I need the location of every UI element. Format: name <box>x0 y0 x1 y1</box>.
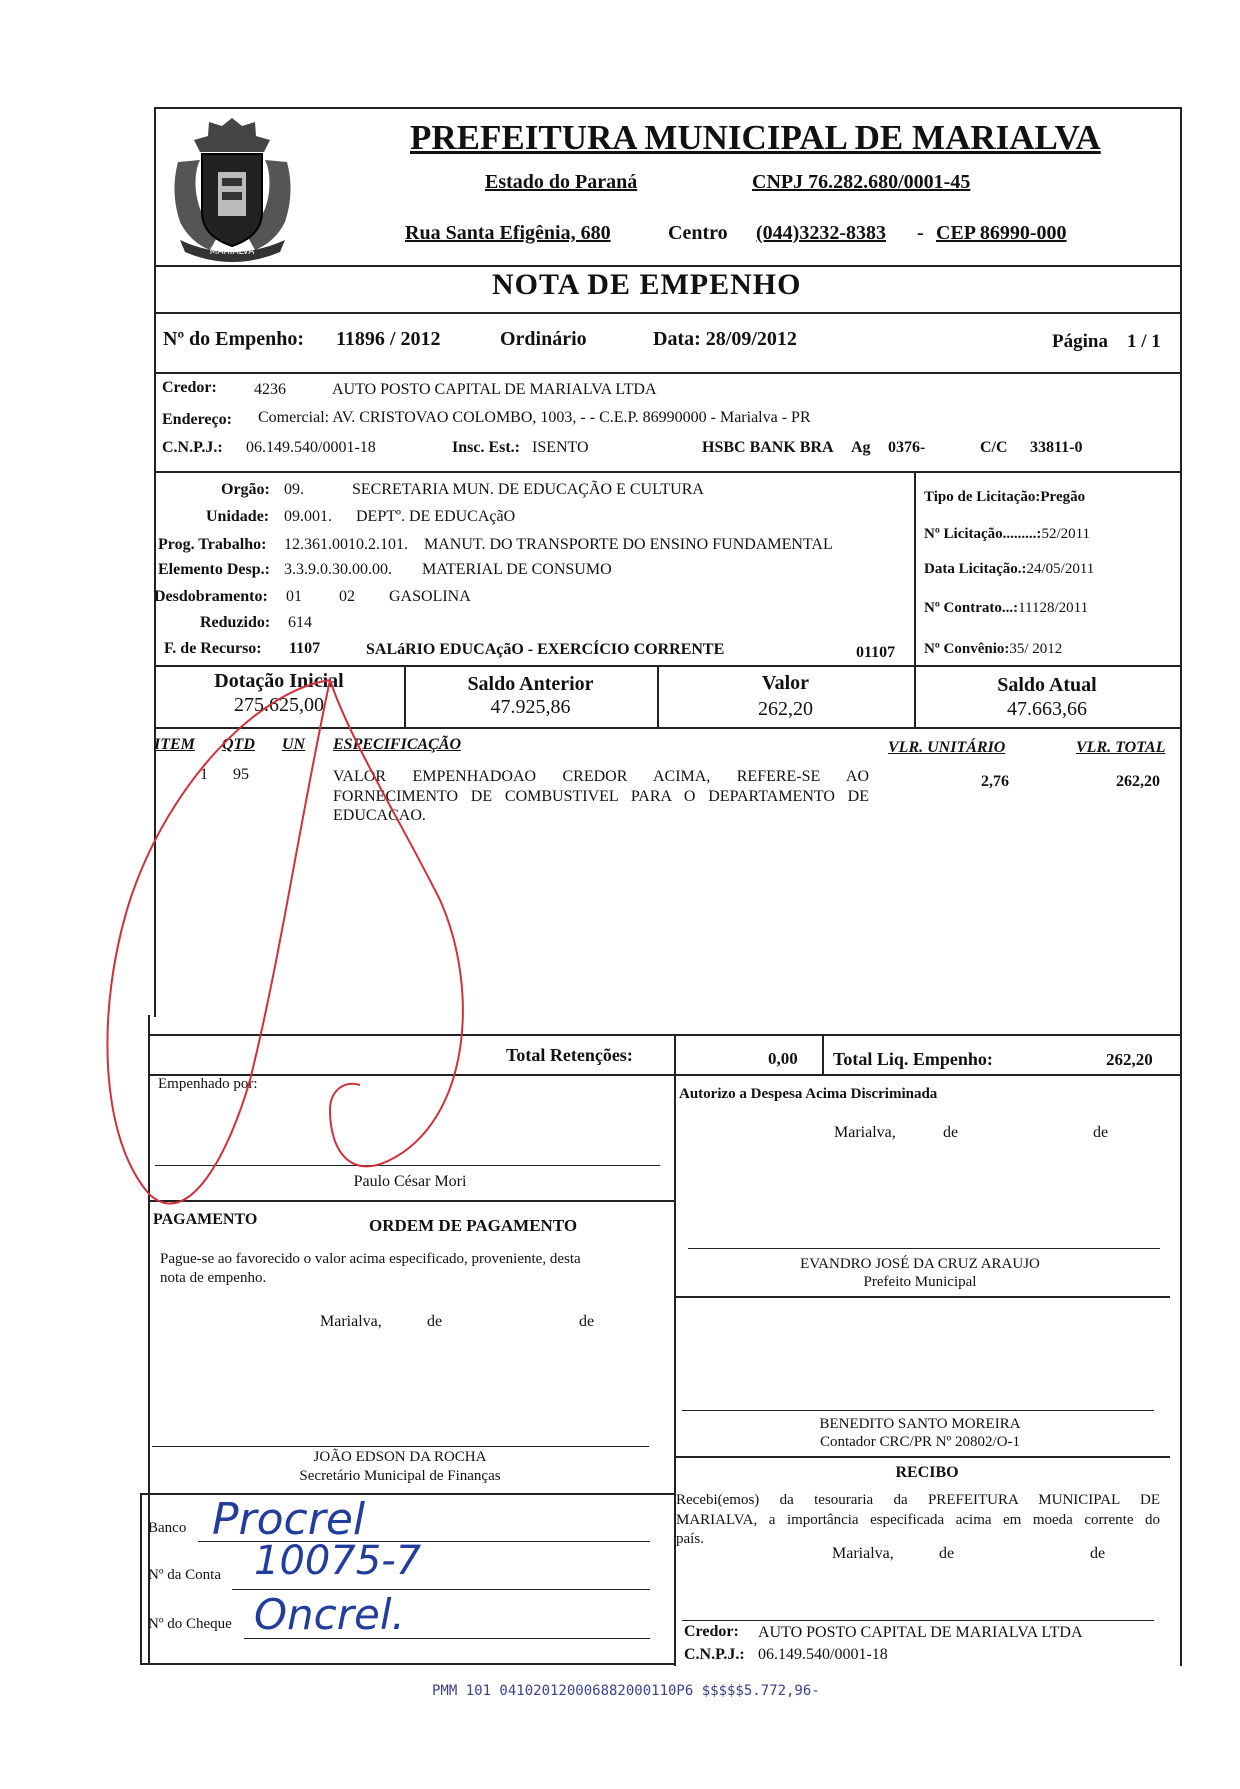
autorizo-de-1: de <box>943 1124 959 1141</box>
pagamento-de-2: de <box>579 1313 595 1330</box>
desdobramento-label: Desdobramento: <box>154 588 268 605</box>
cheque-handwritten: Oncrel. <box>254 1590 405 1639</box>
credor-bank: HSBC BANK BRA <box>702 439 834 456</box>
header-title: PREFEITURA MUNICIPAL DE MARIALVA <box>410 118 1101 157</box>
empenho-number: 11896 / 2012 <box>336 328 441 350</box>
coat-of-arms-logo <box>160 112 305 262</box>
page-value: 1 / 1 <box>1127 331 1161 352</box>
prefeito-name: EVANDRO JOSÉ DA CRUZ ARAUJO <box>800 1256 1040 1272</box>
orgao-code: 09. <box>284 481 304 498</box>
empenho-label: Nº do Empenho: <box>163 328 305 350</box>
svg-text:MARIALVA: MARIALVA <box>209 247 255 257</box>
licitacao-data-value: 24/05/2011 <box>1026 561 1095 577</box>
col-total-value: VLR. TOTAL <box>1076 739 1166 756</box>
address-label: Endereço: <box>162 411 232 428</box>
banco-handwritten: Procrel <box>212 1494 366 1545</box>
convenio-label: Nº Convênio: <box>924 641 1010 657</box>
header-phone: (044)3232-8383 <box>756 222 886 244</box>
pagamento-label: PAGAMENTO <box>153 1211 258 1228</box>
convenio-value: 35/ 2012 <box>1009 641 1063 657</box>
doc-title: NOTA DE EMPENHO <box>492 268 802 301</box>
row-total-value: 262,20 <box>1116 773 1160 790</box>
retencoes-label: Total Retenções: <box>506 1045 633 1065</box>
recibo-de-1: de <box>939 1545 955 1562</box>
unidade-code: 09.001. <box>284 508 332 525</box>
secretario-role: Secretário Municipal de Finanças <box>299 1468 501 1484</box>
recibo-credor-name: AUTO POSTO CAPITAL DE MARIALVA LTDA <box>758 1624 1083 1641</box>
reduzido-code: 614 <box>288 614 312 631</box>
page-label: Página <box>1052 331 1108 352</box>
credor-account: 33811-0 <box>1030 439 1083 456</box>
footer-code: PMM 101 041020120006882000110P6 $$$$$5.772,96- <box>432 1683 820 1699</box>
row-spec-line-3: EDUCACAO. <box>333 807 426 824</box>
reduzido-label: Reduzido: <box>200 614 271 631</box>
recurso-name: SALáRIO EDUCAçãO - EXERCÍCIO CORRENTE <box>366 641 725 658</box>
licitacao-numero <box>924 526 1090 543</box>
orgao-label: Orgão: <box>221 481 270 498</box>
empenho-date: Data: 28/09/2012 <box>653 328 797 350</box>
desdobramento-a: 01 <box>286 588 302 605</box>
banco-label: Banco <box>148 1520 187 1536</box>
col-un: UN <box>282 736 306 753</box>
saldo-atual-value: 47.663,66 <box>1007 698 1087 720</box>
recurso-label: F. de Recurso: <box>164 640 262 657</box>
credor-name: AUTO POSTO CAPITAL DE MARIALVA LTDA <box>332 381 657 398</box>
unidade-label: Unidade: <box>206 508 270 525</box>
header-cnpj: CNPJ 76.282.680/0001-45 <box>752 171 971 193</box>
orgao-name: SECRETARIA MUN. DE EDUCAÇÃO E CULTURA <box>352 481 704 498</box>
recibo-text-2: MARIALVA, a importância especificada acima em moeda corrente do <box>676 1512 1160 1528</box>
licitacao-numero-label: Nº Licitação.........: <box>924 526 1042 542</box>
recibo-title: RECIBO <box>895 1464 959 1481</box>
autorizo-text: Autorizo a Despesa Acima Discriminada <box>679 1086 938 1102</box>
header-state: Estado do Paraná <box>485 171 638 193</box>
empenho-type: Ordinário <box>500 328 587 350</box>
saldo-anterior-label: Saldo Anterior <box>467 673 594 695</box>
recibo-de-2: de <box>1090 1545 1106 1562</box>
ie-label: Insc. Est.: <box>452 439 521 456</box>
header-cep: CEP 86990-000 <box>936 222 1067 244</box>
credor-code: 4236 <box>254 381 286 398</box>
account-label: C/C <box>980 439 1008 456</box>
cnpj-label: C.N.P.J.: <box>162 439 223 456</box>
prog-name: MANUT. DO TRANSPORTE DO ENSINO FUNDAMENTAL <box>424 536 833 553</box>
header-separator: - <box>917 222 924 244</box>
empenhado-label: Empenhado por: <box>158 1076 258 1092</box>
credor-address: Comercial: AV. CRISTOVAO COLOMBO, 1003, - - C.E.P. 86990000 - Marialva - PR <box>258 409 811 426</box>
empenhado-name: Paulo César Mori <box>353 1173 467 1190</box>
header-street: Rua Santa Efigênia, 680 <box>405 222 611 244</box>
prefeito-role: Prefeito Municipal <box>863 1274 977 1290</box>
cheque-label: Nº do Cheque <box>148 1616 232 1632</box>
recibo-credor-label: Credor: <box>684 1623 739 1640</box>
pagamento-city: Marialva, <box>320 1313 382 1330</box>
contador-role: Contador CRC/PR Nº 20802/O-1 <box>819 1434 1021 1450</box>
recibo-text-3: país. <box>676 1531 704 1547</box>
convenio <box>924 641 1062 658</box>
desdobramento-b: 02 <box>339 588 355 605</box>
row-qtd: 95 <box>233 766 249 783</box>
conta-handwritten: 10075-7 <box>254 1538 422 1584</box>
licitacao-data <box>924 561 1094 578</box>
pagamento-de-1: de <box>427 1313 443 1330</box>
licitacao-numero-value: 52/2011 <box>1041 526 1091 542</box>
recurso-code: 1107 <box>289 640 321 657</box>
ordem-pagamento-title: ORDEM DE PAGAMENTO <box>369 1216 578 1235</box>
recibo-cnpj-label: C.N.P.J.: <box>684 1646 745 1663</box>
valor-value: 262,20 <box>758 698 813 720</box>
row-unit-value: 2,76 <box>981 773 1009 790</box>
recurso-code-2: 01107 <box>856 644 896 661</box>
header-neighborhood: Centro <box>668 222 728 244</box>
credor-label: Credor: <box>162 379 217 396</box>
col-spec: ESPECIFICAÇÃO <box>333 736 462 753</box>
secretario-name: JOÃO EDSON DA ROCHA <box>313 1449 487 1465</box>
liquido-value: 262,20 <box>1106 1050 1153 1069</box>
elemento-name: MATERIAL DE CONSUMO <box>422 561 612 578</box>
contador-name: BENEDITO SANTO MOREIRA <box>819 1416 1021 1432</box>
contrato <box>924 600 1088 617</box>
licitacao-data-label: Data Licitação.: <box>924 561 1027 577</box>
col-qtd: QTD <box>222 736 255 753</box>
agency-label: Ag <box>851 439 871 456</box>
recibo-text-1: Recebi(emos) da tesouraria da PREFEITURA MUNICIPAL DE <box>676 1492 1160 1508</box>
valor-label: Valor <box>761 672 810 694</box>
row-item: 1 <box>200 766 208 783</box>
autorizo-city: Marialva, <box>834 1124 896 1141</box>
contrato-label: Nº Contrato...: <box>924 600 1019 616</box>
prog-code: 12.361.0010.2.101. <box>284 536 408 553</box>
autorizo-de-2: de <box>1093 1124 1109 1141</box>
credor-ie: ISENTO <box>532 439 589 456</box>
contrato-value: 11128/2011 <box>1018 600 1089 616</box>
recibo-cnpj: 06.149.540/0001-18 <box>758 1646 888 1663</box>
col-unit-value: VLR. UNITÁRIO <box>888 739 1006 756</box>
recibo-city: Marialva, <box>832 1545 894 1562</box>
retencoes-value: 0,00 <box>768 1049 798 1068</box>
licitacao-tipo: Tipo de Licitação:Pregão <box>924 489 1086 505</box>
row-spec-line-2: FORNECIMENTO DE COMBUSTIVEL PARA O DEPARTAMENTO DE <box>333 788 869 805</box>
desdobramento-name: GASOLINA <box>389 588 471 605</box>
prog-label: Prog. Trabalho: <box>158 536 267 553</box>
row-spec-line-1: VALOR EMPENHADOAO CREDOR ACIMA, REFERE-SE AO <box>333 768 869 785</box>
col-item: ITEM <box>154 736 195 753</box>
saldo-atual-label: Saldo Atual <box>997 674 1097 696</box>
conta-label: Nº da Conta <box>148 1567 221 1583</box>
dotacao-label: Dotação Inicial <box>214 670 344 692</box>
dotacao-value: 275.625,00 <box>234 694 324 716</box>
liquido-label: Total Liq. Empenho: <box>833 1049 993 1069</box>
unidade-name: DEPTº. DE EDUCAçãO <box>356 508 516 525</box>
credor-cnpj: 06.149.540/0001-18 <box>246 439 376 456</box>
saldo-anterior-value: 47.925,86 <box>490 696 571 718</box>
elemento-code: 3.3.9.0.30.00.00. <box>284 561 392 578</box>
pagamento-text-2: nota de empenho. <box>160 1270 267 1286</box>
credor-agency: 0376- <box>888 439 926 456</box>
elemento-label: Elemento Desp.: <box>158 561 270 578</box>
pagamento-text-1: Pague-se ao favorecido o valor acima especificado, proveniente, desta <box>160 1251 581 1267</box>
